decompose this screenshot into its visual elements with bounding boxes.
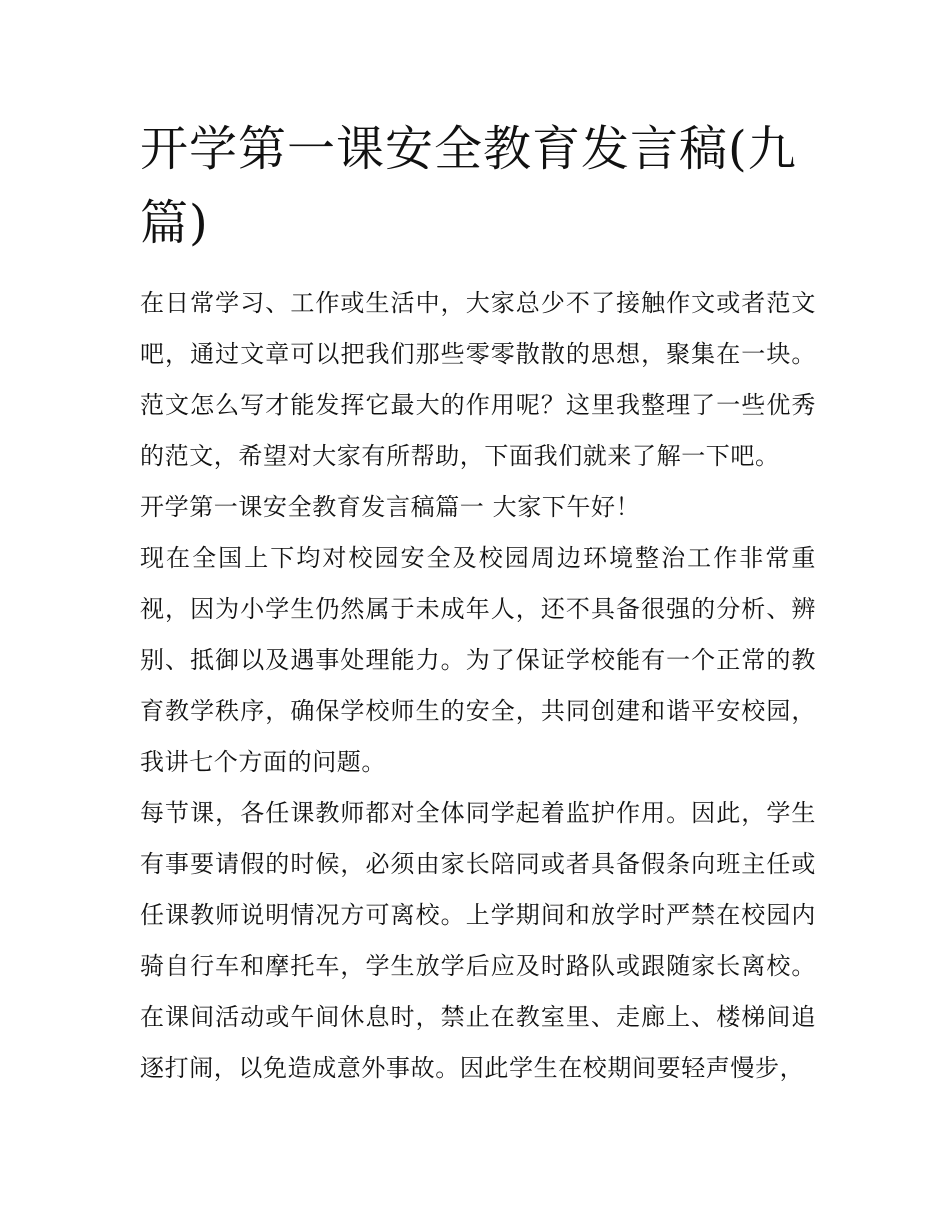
paragraph-intro: 在日常学习、工作或生活中，大家总少不了接触作文或者范文吧，通过文章可以把我们那些零零散散的思想，聚集在一块。范文怎么写才能发挥它最大的作用呢？这里我整理了一些优秀的范文，希望对大家有所帮助，下面我们就来了解一下吧。 — [140, 289, 816, 470]
paragraph-class-rules: 每节课，各任课教师都对全体同学起着监护作用。因此，学生有事要请假的时候，必须由家长陪同或者具备假条向班主任或任课教师说明情况方可离校。上学期间和放学时严禁在校园内骑自行车和摩托车，学生放学后应及时路队或跟随家长离校。在课间活动或午间休息时，禁止在教室里、走廊上、楼梯间追逐打闹，以免造成意外事故。因此学生在校期间要轻声慢步， — [140, 799, 816, 1082]
paragraph-section-heading: 开学第一课安全教育发言稿篇一 大家下午好！ — [140, 493, 641, 521]
paragraph-campus-safety: 现在全国上下均对校园安全及校园周边环境整治工作非常重视，因为小学生仍然属于未成年人，还不具备很强的分析、辨别、抵御以及遇事处理能力。为了保证学校能有一个正常的教育教学秩序，确保学校师生的安全，共同创建和谐平安校园，我讲七个方面的问题。 — [140, 544, 816, 776]
document-body — [140, 278, 816, 1094]
document-title: 开学第一课安全教育发言稿(九篇) — [140, 121, 797, 251]
